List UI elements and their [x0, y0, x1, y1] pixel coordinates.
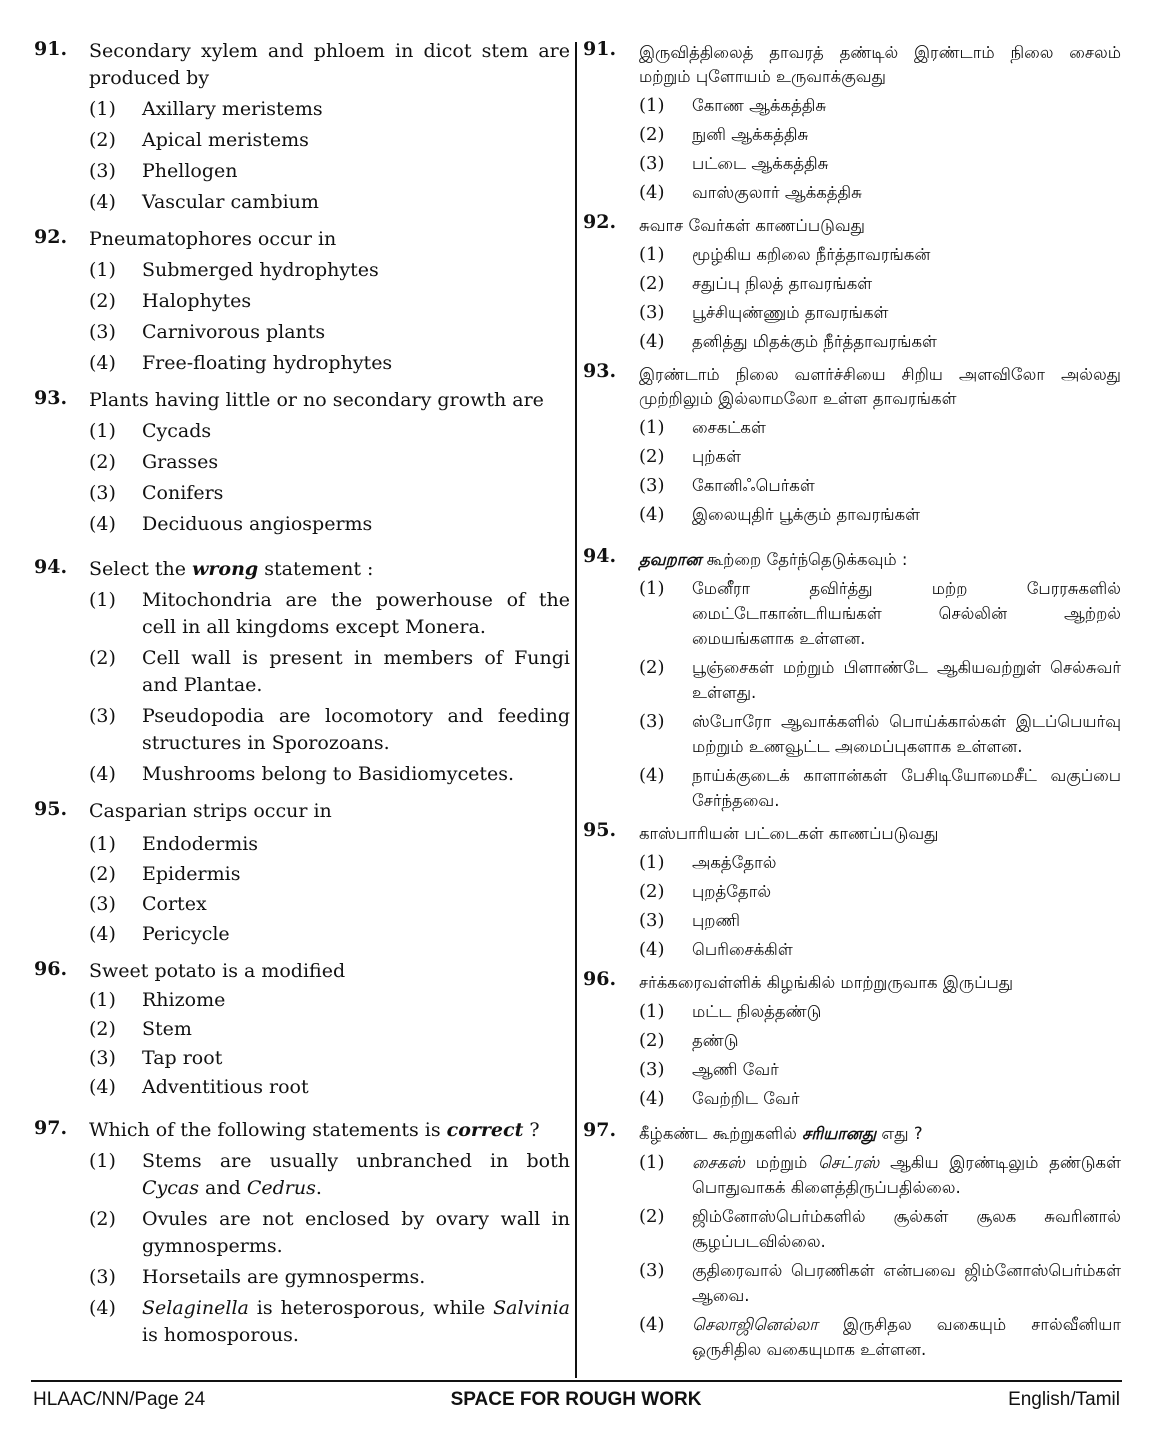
option: (3) பூச்சியுண்ணும் தாவரங்கள் — [639, 302, 889, 323]
option: (4) Free-floating hydrophytes — [89, 352, 393, 374]
option: (4) இலையுதிர் பூக்கும் தாவரங்கள் — [639, 504, 921, 525]
option: (4) வேற்றிட வேர் — [639, 1088, 800, 1109]
tamil-column — [583, 38, 1121, 1362]
question-number: 94. — [583, 545, 617, 567]
question-number: 96. — [34, 958, 68, 980]
option: (4) வாஸ்குலார் ஆக்கத்திசு — [639, 182, 862, 203]
question-text: Select the wrong statement : — [89, 558, 374, 580]
question-text: காஸ்பாரியன் பட்டைகள் காணப்படுவது — [639, 824, 939, 843]
question-number: 95. — [583, 819, 617, 841]
option: (3) ஸ்போரோ ஆவாக்களில் பொய்க்கால்கள் இடப்பெயர்வு மற்றும் உணவூட்ட அமைப்புகளாக உள்ளன. — [639, 711, 1121, 756]
option: (4) பெரிசைக்கிள் — [639, 939, 793, 960]
option: (1) மட்ட நிலத்தண்டு — [639, 1001, 822, 1022]
option: (4) நாய்க்குடைக் காளான்கள் பேசிடியோமைசீட் வகுப்பை சேர்ந்தவை. — [639, 765, 1121, 810]
question-number: 91. — [583, 38, 617, 60]
question-94-ta — [583, 545, 1121, 813]
emphasis-word: wrong — [192, 558, 259, 580]
question-text: இரண்டாம் நிலை வளர்ச்சியை சிறிய அளவிலோ அல்லது முற்றிலும் இல்லாமலோ உள்ள தாவரங்கள் — [639, 365, 1121, 408]
question-number: 94. — [34, 556, 68, 578]
option: (3) பட்டை ஆக்கத்திசு — [639, 153, 829, 174]
column-divider — [575, 42, 577, 1378]
option: (3) Carnivorous plants — [89, 321, 326, 343]
option: (2) நுனி ஆக்கத்திசு — [639, 124, 809, 145]
option: (4) Pericycle — [89, 923, 230, 945]
question-93-en — [34, 387, 570, 538]
option: (2) தண்டு — [639, 1030, 739, 1051]
rough-work-label: SPACE FOR ROUGH WORK — [450, 1389, 702, 1410]
question-text: Plants having little or no secondary growth are — [89, 389, 544, 411]
option: (2) சதுப்பு நிலத் தாவரங்கள் — [639, 273, 873, 294]
option: (2) பூஞ்சைகள் மற்றும் பிளாண்டே ஆகியவற்றுள் செல்சுவர் உள்ளது. — [639, 657, 1121, 702]
option: (1) சைகஸ் மற்றும் செட்ரஸ் ஆகிய இரண்டிலும் தண்டுகள் பொதுவாகக் கிளைத்திருப்பதில்லை. — [639, 1152, 1121, 1197]
question-number: 95. — [34, 798, 68, 820]
option: (2) புற்கள் — [639, 446, 741, 467]
option: (3) ஆணி வேர் — [639, 1059, 779, 1080]
question-91-en — [34, 38, 570, 216]
option: (2) Epidermis — [89, 863, 241, 885]
option: (1) சைகட்கள் — [639, 417, 766, 438]
option: (3) Tap root — [89, 1047, 223, 1069]
question-number: 96. — [583, 968, 617, 990]
option: (4) Deciduous angiosperms — [89, 513, 373, 535]
emphasis-word: correct — [446, 1119, 524, 1141]
option: (1) Stems are usually unbranched in both Cycas and Cedrus. — [89, 1150, 570, 1199]
question-text: Which of the following statements is correct ? — [89, 1119, 540, 1141]
option: (4) செலாஜினெல்லா இருசிதல வகையும் சால்வீனியா ஒருசிதில வகையுமாக உள்ளன. — [639, 1314, 1121, 1359]
question-number: 92. — [583, 211, 617, 233]
option: (4) Mushrooms belong to Basidiomycetes. — [89, 763, 515, 785]
question-text: தவறான கூற்றை தேர்ந்தெடுக்கவும் : — [639, 550, 908, 569]
question-93-ta — [583, 360, 1121, 527]
option: (2) புறத்தோல் — [639, 881, 772, 902]
language-label: English/Tamil — [1008, 1389, 1120, 1410]
question-97-ta — [583, 1119, 1121, 1362]
question-95-en — [34, 798, 570, 948]
question-text: Pneumatophores occur in — [89, 228, 337, 250]
option: (3) Horsetails are gymnosperms. — [89, 1266, 426, 1288]
option: (2) Grasses — [89, 451, 219, 473]
question-96-ta — [583, 968, 1121, 1111]
question-text: சுவாச வேர்கள் காணப்படுவது — [639, 216, 865, 235]
question-97-en — [34, 1117, 570, 1349]
option: (2) Ovules are not enclosed by ovary wall in gymnosperms. — [89, 1208, 570, 1257]
option: (3) கோனிஃபெர்கள் — [639, 475, 815, 496]
question-number: 97. — [34, 1117, 68, 1139]
question-95-ta — [583, 819, 1121, 962]
option: (4) Adventitious root — [89, 1076, 309, 1098]
option: (1) Submerged hydrophytes — [89, 259, 379, 281]
option: (4) Vascular cambium — [89, 191, 319, 213]
option: (3) குதிரைவால் பெரணிகள் என்பவை ஜிம்னோஸ்பெர்ம்கள் ஆவை. — [639, 1260, 1121, 1305]
footer-rule — [31, 1380, 1122, 1382]
option: (3) Pseudopodia are locomotory and feeding structures in Sporozoans. — [89, 705, 570, 754]
question-number: 97. — [583, 1119, 617, 1141]
option: (1) Endodermis — [89, 833, 259, 855]
english-column — [34, 38, 570, 1349]
question-number: 92. — [34, 226, 68, 248]
option: (2) Halophytes — [89, 290, 252, 312]
option: (1) கோண ஆக்கத்திசு — [639, 95, 827, 116]
question-number: 91. — [34, 38, 68, 60]
option: (3) Phellogen — [89, 160, 238, 182]
question-96-en — [34, 958, 570, 1101]
option: (2) Stem — [89, 1018, 192, 1040]
question-text: சர்க்கரைவள்ளிக் கிழங்கில் மாற்றுருவாக இருப்பது — [639, 973, 1014, 992]
option: (1) அகத்தோல் — [639, 852, 777, 873]
option: (2) Apical meristems — [89, 129, 309, 151]
option: (1) மூழ்கிய கறிலை நீர்த்தாவரங்கன் — [639, 244, 931, 265]
question-91-ta — [583, 38, 1121, 205]
question-text: Casparian strips occur in — [89, 800, 332, 822]
option: (3) புறணி — [639, 910, 741, 931]
option: (2) ஜிம்னோஸ்பெர்ம்களில் சூல்கள் சூலக சுவரினால் சூழப்படவில்லை. — [639, 1206, 1121, 1251]
question-text: Sweet potato is a modified — [89, 960, 346, 982]
question-number: 93. — [34, 387, 68, 409]
option: (1) Cycads — [89, 420, 212, 442]
option: (2) Cell wall is present in members of Fungi and Plantae. — [89, 647, 570, 696]
question-text: Secondary xylem and phloem in dicot stem are produced by — [89, 40, 570, 89]
option: (4) Selaginella is heterosporous, while Salvinia is homosporous. — [89, 1297, 570, 1346]
question-94-en — [34, 556, 570, 788]
option: (1) Axillary meristems — [89, 98, 323, 120]
question-text: இருவித்திலைத் தாவரத் தண்டில் இரண்டாம் நிலை சைலம் மற்றும் புளோயம் உருவாக்குவது — [639, 43, 1121, 86]
option: (1) மேனீரா தவிர்த்து மற்ற பேரரசுகளில் மைட்டோகான்டரியங்கள் செல்லின் ஆற்றல் மையங்களாக உள்ளன. — [639, 578, 1121, 648]
option: (1) Mitochondria are the powerhouse of the cell in all kingdoms except Monera. — [89, 589, 570, 638]
page-code: HLAAC/NN/Page 24 — [33, 1389, 206, 1410]
question-number: 93. — [583, 360, 617, 382]
option: (3) Conifers — [89, 482, 224, 504]
option: (4) தனித்து மிதக்கும் நீர்த்தாவரங்கள் — [639, 331, 937, 352]
option: (3) Cortex — [89, 893, 207, 915]
emphasis-word: சரியானது — [802, 1124, 877, 1143]
question-92-ta — [583, 211, 1121, 354]
emphasis-word: தவறான — [639, 550, 702, 569]
question-92-en — [34, 226, 570, 377]
option: (1) Rhizome — [89, 989, 226, 1011]
question-text: கீழ்கண்ட கூற்றுகளில் சரியானது எது ? — [639, 1124, 923, 1143]
